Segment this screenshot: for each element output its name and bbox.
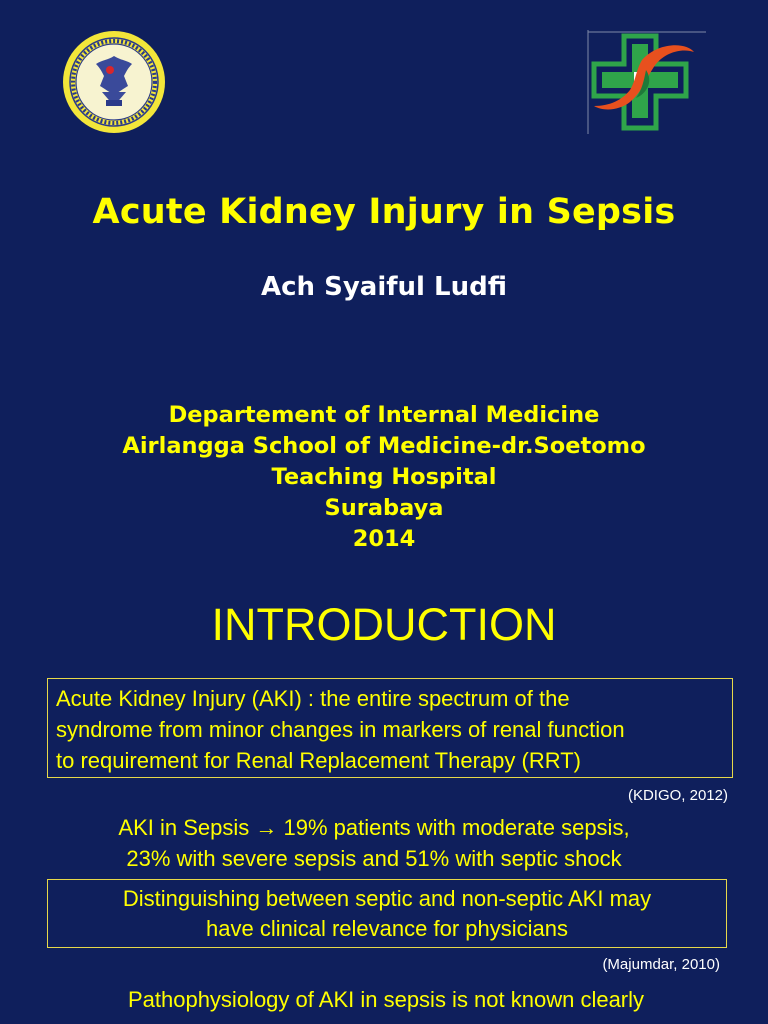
author-name: Ach Syaiful Ludfi [261,272,507,302]
affiliation-line: 2014 [352,526,416,552]
affiliation-line: Surabaya [324,495,444,521]
citation-majumdar: (Majumdar, 2010) [602,956,720,973]
distinguish-line: Distinguishing between septic and non-septic AKI may [122,886,652,911]
slide-title: Acute Kidney Injury in Sepsis [92,192,676,232]
definition-line: Acute Kidney Injury (AKI) : the entire spectrum of the [56,686,570,711]
affiliation-line: Airlangga School of Medicine-dr.Soetomo [122,433,646,459]
aki-stats-line: AKI in Sepsis → 19% patients with moderate sepsis, [118,815,630,840]
hospital-cross-logo [586,30,708,134]
aki-stats [0,812,748,874]
affiliation-line: Teaching Hospital [271,464,497,490]
affiliation-block [0,400,768,555]
section-title: INTRODUCTION [211,599,557,650]
distinguish-box [47,879,727,948]
affiliation-line: Departement of Internal Medicine [168,402,600,428]
definition-box [47,678,733,778]
aki-stats-line: 23% with severe sepsis and 51% with septic shock [126,846,622,871]
distinguish-line: have clinical relevance for physicians [206,916,568,941]
citation-kdigo: (KDIGO, 2012) [627,787,728,804]
definition-line: to requirement for Renal Replacement Therapy (RRT) [56,748,581,773]
pathophysiology-text: Pathophysiology of AKI in sepsis is not known clearly [127,987,645,1012]
definition-line: syndrome from minor changes in markers of renal function [56,717,625,742]
university-seal-logo [62,30,166,134]
